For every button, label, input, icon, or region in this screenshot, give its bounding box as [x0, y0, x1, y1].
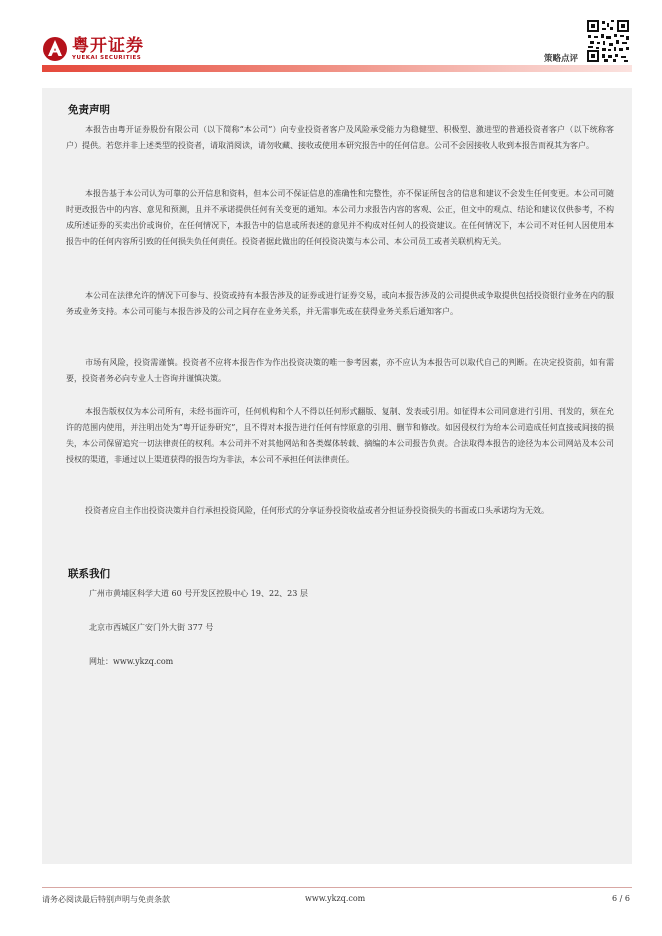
- qr-code-icon: [586, 19, 630, 63]
- footer-divider: [42, 887, 632, 888]
- logo-mark-icon: [42, 36, 68, 62]
- page-header: [0, 0, 662, 74]
- contact-website[interactable]: 网址：www.ykzq.com: [89, 657, 174, 666]
- disclaimer-title: 免责声明: [68, 104, 110, 116]
- report-type-label: 策略点评: [544, 54, 579, 64]
- footer-notice: 请务必阅读最后特别声明与免责条款: [42, 895, 170, 904]
- disclaimer-paragraph: 本报告基于本公司认为可靠的公开信息和资料，但本公司不保证信息的准确性和完整性，亦不保证所包含的信息和建议不会发生任何变更。本公司可随时更改报告中的内容、意见和预测，且并不承诺提供任何有关变更的通知。本公司力求报告内容的客观、公正，但文中的观点、结论和建议仅供参考，不构成所述证券的买卖出价或询价，在任何情况下，本报告中的信息或所表述的意见并不构成对任何人的投资建议。在任何情况下，本公司不对任何人因使用本报告中的任何内容所引致的任何损失负任何责任。投资者据此做出的任何投资决策与本公司、本公司员工或者关联机构无关。: [66, 189, 614, 246]
- company-logo: [42, 36, 144, 62]
- logo-chinese-name: 粤开证券: [72, 35, 144, 56]
- disclaimer-paragraph: 本报告版权仅为本公司所有，未经书面许可，任何机构和个人不得以任何形式翻版、复制、发表或引用。如征得本公司同意进行引用、刊发的，须在允许的范围内使用，并注明出处为“粤开证券研究”，且不得对本报告进行任何有悖原意的引用、删节和修改。如因侵权行为给本公司造成任何直接或间接的损失，本公司保留追究一切法律责任的权利。本公司并不对其他网站和各类媒体转载、摘编的本公司报告负责。合法取得本报告的途径为本公司网站及本公司授权的渠道，非通过以上渠道获得的报告均为非法，本公司不承担任何法律责任。: [66, 407, 614, 464]
- contact-title: 联系我们: [68, 568, 110, 580]
- contact-address-beijing: 北京市西城区广安门外大街 377 号: [89, 623, 214, 632]
- disclaimer-panel: [42, 88, 632, 864]
- header-gradient-bar: [42, 65, 632, 72]
- disclaimer-paragraph: 本报告由粤开证券股份有限公司（以下简称“本公司”）向专业投资者客户及风险承受能力为稳健型、积极型、激进型的普通投资者客户（以下统称客户）提供。若您并非上述类型的投资者，请取消阅读，请勿收藏、接收或使用本研究报告中的任何信息。公司不会因接收人收到本报告而视其为客户。: [66, 125, 614, 150]
- disclaimer-paragraph: 市场有风险，投资需谨慎。投资者不应将本报告作为作出投资决策的唯一参考因素，亦不应认为本报告可以取代自己的判断。在决定投资前，如有需要，投资者务必向专业人士咨询并谨慎决策。: [66, 358, 614, 383]
- disclaimer-paragraph: 投资者应自主作出投资决策并自行承担投资风险，任何形式的分享证券投资收益或者分担证券投资损失的书面或口头承诺均为无效。: [85, 506, 549, 515]
- contact-address-guangzhou: 广州市黄埔区科学大道 60 号开发区控股中心 19、22、23 层: [89, 589, 308, 598]
- logo-english-name: YUEKAI SECURITIES: [72, 54, 142, 61]
- footer-page-number: 6 / 6: [612, 894, 630, 903]
- disclaimer-paragraph: 本公司在法律允许的情况下可参与、投资或持有本报告涉及的证券或进行证券交易，或向本报告涉及的公司提供或争取提供包括投资银行业务在内的服务或业务支持。本公司可能与本报告涉及的公司之间存在业务关系，并无需事先或在获得业务关系后通知客户。: [66, 291, 614, 316]
- footer-url[interactable]: www.ykzq.com: [305, 894, 366, 903]
